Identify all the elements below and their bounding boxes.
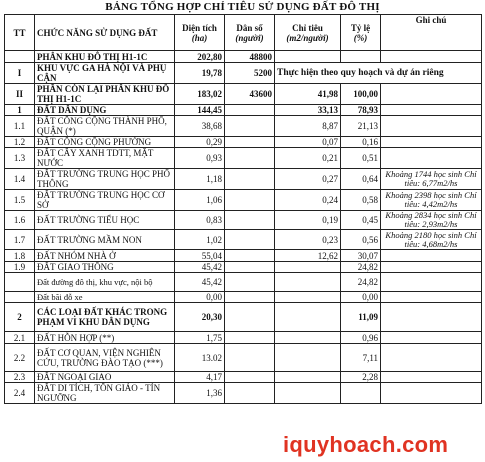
header-indicator-unit: (m2/người) (286, 32, 329, 43)
table-row (5, 116, 482, 137)
row-indicator: 33,13 (275, 105, 341, 116)
row-population (225, 137, 275, 148)
row-ratio: 0,56 (341, 230, 381, 250)
row-ratio: 0,00 (341, 292, 381, 303)
row-note (381, 250, 482, 262)
row-function: ĐẤT DI TÍCH, TÔN GIÁO - TÍN NGƯỠNG (35, 383, 175, 404)
row-population (225, 148, 275, 169)
table-title: BẢNG TỔNG HỢP CHỈ TIÊU SỬ DỤNG ĐẤT ĐÔ THỊ (105, 1, 380, 13)
table-row (5, 344, 482, 372)
row-tt: 2.3 (5, 372, 35, 383)
table-row (5, 84, 482, 105)
row-area: 0,00 (175, 292, 225, 303)
row-function: Đất bãi đỗ xe (35, 292, 175, 303)
row-function: ĐẤT TRƯỜNG MẦM NON (35, 230, 175, 250)
row-ratio: 11,09 (341, 303, 381, 332)
header-indicator-label: Chỉ tiêu (292, 22, 323, 33)
row-ratio: 7,11 (341, 344, 381, 372)
row-ratio: 0,16 (341, 137, 381, 148)
row-indicator (275, 262, 341, 273)
row-population (225, 105, 275, 116)
table-row (5, 211, 482, 230)
row-population (225, 169, 275, 190)
row-indicator (275, 332, 341, 344)
row-tt: 1.8 (5, 250, 35, 262)
row-area: 1,18 (175, 169, 225, 190)
header-area-label: Diện tích (182, 22, 217, 33)
row-area: 45,42 (175, 273, 225, 292)
row-area: 144,45 (175, 105, 225, 116)
row-function: ĐẤT HỖN HỢP (**) (35, 332, 175, 344)
row-ratio: 0,64 (341, 169, 381, 190)
row-ratio: 78,93 (341, 105, 381, 116)
row-population (225, 211, 275, 230)
table-row (5, 105, 482, 116)
row-function: ĐẤT CÔNG CỘNG THÀNH PHỐ, QUẬN (*) (35, 116, 175, 137)
table-row (5, 332, 482, 344)
row-function: Đất đường đô thị, khu vực, nội bộ (35, 273, 175, 292)
table-row (5, 230, 482, 250)
row-area: 13.02 (175, 344, 225, 372)
row-tt: 1.7 (5, 230, 35, 250)
land-use-table (4, 14, 482, 404)
row-tt: 1.6 (5, 211, 35, 230)
row-note: Khoảng 2398 học sinh Chỉ tiêu: 4,42m2/hs (381, 190, 482, 211)
row-function: CÁC LOẠI ĐẤT KHÁC TRONG PHẠM VI KHU DÂN DỤNG (35, 303, 175, 332)
row-tt: 1 (5, 105, 35, 116)
header-function-label: CHỨC NĂNG SỬ DỤNG ĐẤT (37, 27, 158, 38)
row-note (381, 332, 482, 344)
row-note (381, 116, 482, 137)
row-population (225, 372, 275, 383)
table-row (5, 148, 482, 169)
header-indicator (275, 15, 341, 51)
row-note: Khoảng 2834 học sinh Chỉ tiêu: 2,93m2/hs (381, 211, 482, 230)
header-area (175, 15, 225, 51)
row-population: 43600 (225, 84, 275, 105)
header-note: Ghi chú (381, 15, 482, 51)
row-function: ĐẤT TRƯỜNG TRUNG HỌC PHỔ THÔNG (35, 169, 175, 190)
row-tt: 2 (5, 303, 35, 332)
watermark-logo: iquyhoach.com (283, 432, 449, 457)
row-tt: 1.2 (5, 137, 35, 148)
row-ratio: 100,00 (341, 84, 381, 105)
row-ratio: 21,13 (341, 116, 381, 137)
row-note (381, 344, 482, 372)
row-area: 55,04 (175, 250, 225, 262)
row-note (381, 303, 482, 332)
row-indicator: 0,19 (275, 211, 341, 230)
row-population (225, 344, 275, 372)
row-area: 183,02 (175, 84, 225, 105)
row-indicator (275, 303, 341, 332)
row-ratio: 2,28 (341, 372, 381, 383)
table-body (5, 51, 482, 404)
row-population (225, 116, 275, 137)
header-population-unit: (người) (235, 32, 264, 43)
row-indicator: 41,98 (275, 84, 341, 105)
row-note (381, 372, 482, 383)
row-note (381, 84, 482, 105)
row-indicator: 0,23 (275, 230, 341, 250)
row-ratio: 24,82 (341, 273, 381, 292)
row-area: 1,02 (175, 230, 225, 250)
row-population (225, 262, 275, 273)
row-tt: 2.1 (5, 332, 35, 344)
table-row (5, 169, 482, 190)
row-area: 1,06 (175, 190, 225, 211)
row-tt (5, 51, 35, 63)
header-tt: TT (5, 15, 35, 51)
row-indicator: 0,27 (275, 169, 341, 190)
row-function: ĐẤT NGOẠI GIAO (35, 372, 175, 383)
row-ratio: 0,51 (341, 148, 381, 169)
row-function: ĐẤT CÔNG CỘNG PHƯỜNG (35, 137, 175, 148)
row-tt: 2.4 (5, 383, 35, 404)
row-population (225, 332, 275, 344)
table-row (5, 190, 482, 211)
row-area: 20,30 (175, 303, 225, 332)
row-note (381, 51, 482, 63)
row-area: 45,42 (175, 262, 225, 273)
table-row (5, 303, 482, 332)
row-population: 48800 (225, 51, 275, 63)
row-function: PHÂN KHU ĐÔ THỊ H1-1C (35, 51, 175, 63)
header-ratio-label: Tỷ lệ (350, 22, 371, 33)
row-ratio: 24,82 (341, 262, 381, 273)
row-tt: II (5, 84, 35, 105)
row-population (225, 292, 275, 303)
row-function: PHẦN CÒN LẠI PHÂN KHU ĐÔ THỊ H1-1C (35, 84, 175, 105)
row-area: 4,17 (175, 372, 225, 383)
header-function (35, 15, 175, 51)
row-note (381, 292, 482, 303)
table-row (5, 273, 482, 292)
row-population (225, 303, 275, 332)
header-ratio (341, 15, 381, 51)
header-ratio-unit: (%) (353, 32, 368, 43)
row-note: Khoảng 1744 học sinh Chỉ tiêu: 6,77m2/hs (381, 169, 482, 190)
row-population (225, 230, 275, 250)
table-row (5, 137, 482, 148)
row-tt: 1.3 (5, 148, 35, 169)
row-indicator (275, 273, 341, 292)
row-indicator: 8,87 (275, 116, 341, 137)
row-area: 0,83 (175, 211, 225, 230)
row-tt: 2.2 (5, 344, 35, 372)
row-tt: 1.5 (5, 190, 35, 211)
row-function: ĐẤT NHÓM NHÀ Ở (35, 250, 175, 262)
row-area: 19,78 (175, 63, 225, 84)
row-indicator: 12,62 (275, 250, 341, 262)
row-indicator: 0,24 (275, 190, 341, 211)
row-tt: 1.1 (5, 116, 35, 137)
row-function: ĐẤT CÂY XANH TDTT, MẶT NƯỚC (35, 148, 175, 169)
row-tt (5, 292, 35, 303)
row-function: ĐẤT CƠ QUAN, VIỆN NGHIÊN CỨU, TRƯỜNG ĐÀO TẠO (***) (35, 344, 175, 372)
row-note: Khoảng 2180 học sinh Chỉ tiêu: 4,68m2/hs (381, 230, 482, 250)
row-tt: I (5, 63, 35, 84)
row-function: ĐẤT TRƯỜNG TRUNG HỌC CƠ SỞ (35, 190, 175, 211)
table-row (5, 383, 482, 404)
row-function: ĐẤT DÂN DỤNG (35, 105, 175, 116)
table-row (5, 250, 482, 262)
row-population (225, 273, 275, 292)
row-indicator: 0,07 (275, 137, 341, 148)
row-indicator (275, 292, 341, 303)
row-function: ĐẤT GIAO THÔNG (35, 262, 175, 273)
header-population (225, 15, 275, 51)
row-note (381, 262, 482, 273)
row-indicator (275, 372, 341, 383)
row-area: 202,80 (175, 51, 225, 63)
row-note (381, 105, 482, 116)
table-row (5, 51, 482, 63)
row-ratio: 0,96 (341, 332, 381, 344)
row-area: 1,36 (175, 383, 225, 404)
row-ratio (341, 383, 381, 404)
row-ratio: 30,07 (341, 250, 381, 262)
row-population (225, 383, 275, 404)
row-note: Thực hiện theo quy hoạch và dự án riêng (275, 63, 482, 84)
table-row (5, 262, 482, 273)
row-note (381, 383, 482, 404)
row-ratio: 0,45 (341, 211, 381, 230)
row-population: 5200 (225, 63, 275, 84)
header-row (5, 15, 482, 51)
row-tt: 1.9 (5, 262, 35, 273)
row-area: 1,75 (175, 332, 225, 344)
header-area-unit: (ha) (191, 32, 208, 43)
table-row (5, 63, 482, 84)
row-area: 38,68 (175, 116, 225, 137)
row-function: ĐẤT TRƯỜNG TIỂU HỌC (35, 211, 175, 230)
row-population (225, 250, 275, 262)
row-note (381, 137, 482, 148)
row-indicator (275, 51, 341, 63)
row-tt (5, 273, 35, 292)
row-ratio: 0,58 (341, 190, 381, 211)
row-population (225, 190, 275, 211)
row-function: KHU VỰC GA HÀ NỘI VÀ PHỤ CẬN (35, 63, 175, 84)
row-tt: 1.4 (5, 169, 35, 190)
row-area: 0,93 (175, 148, 225, 169)
row-ratio (341, 51, 381, 63)
row-indicator: 0,21 (275, 148, 341, 169)
row-indicator (275, 344, 341, 372)
table-row (5, 292, 482, 303)
table-row (5, 372, 482, 383)
header-population-label: Dân số (236, 22, 263, 33)
row-note (381, 273, 482, 292)
row-indicator (275, 383, 341, 404)
row-note (381, 148, 482, 169)
row-area: 0,29 (175, 137, 225, 148)
